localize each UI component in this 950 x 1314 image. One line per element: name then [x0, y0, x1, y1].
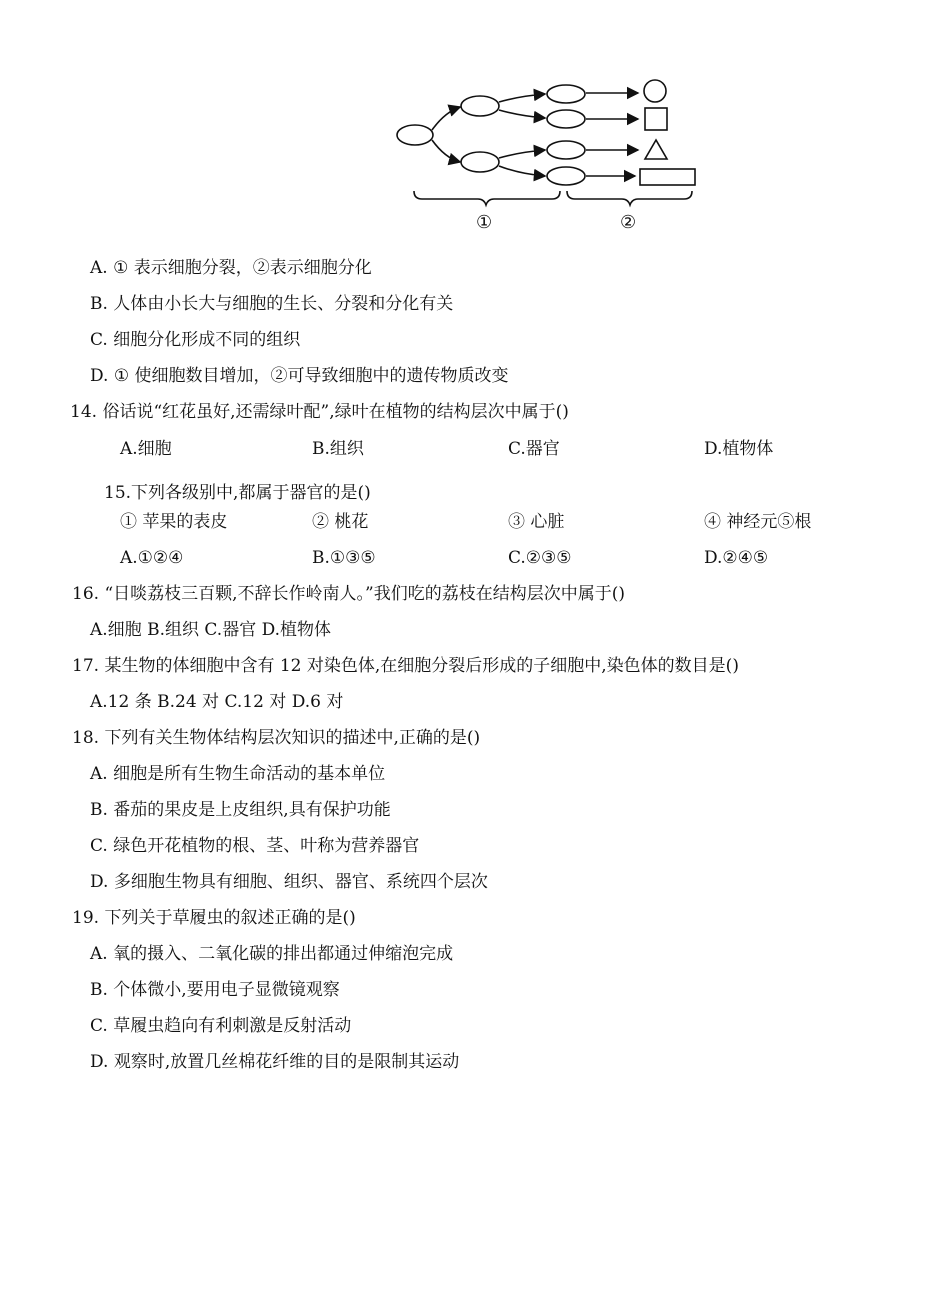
granddaughter-cell — [547, 110, 585, 128]
division-arrow — [499, 94, 545, 102]
q14-option-d: D.植物体 — [704, 439, 774, 459]
cell-diagram-svg — [390, 70, 710, 235]
cell-division-diagram — [390, 70, 710, 235]
q18-option-a: A. 细胞是所有生物生命活动的基本单位 — [90, 764, 386, 784]
q19-stem: 19. 下列关于草履虫的叙述正确的是() — [72, 908, 356, 928]
q14-stem: 14. 俗话说“红花虽好,还需绿叶配”,绿叶在植物的结构层次中属于() — [70, 402, 569, 422]
q15-option-d: D.②④⑤ — [704, 548, 769, 568]
q15-option-b: B.①③⑤ — [312, 548, 376, 568]
q18-option-d: D. 多细胞生物具有细胞、组织、器官、系统四个层次 — [90, 872, 488, 892]
parent-cell — [397, 125, 433, 145]
triangle-cell-shape — [645, 140, 667, 159]
q13-option-a: A. ① 表示细胞分裂，②表示细胞分化 — [90, 258, 372, 278]
q18-option-b: B. 番茄的果皮是上皮组织,具有保护功能 — [90, 800, 391, 820]
q16-options: A.细胞 B.组织 C.器官 D.植物体 — [90, 620, 332, 640]
circle-cell-shape — [644, 80, 666, 102]
daughter-cell — [461, 152, 499, 172]
granddaughter-cell — [547, 85, 585, 103]
division-arrow — [432, 107, 460, 130]
q19-option-a: A. 氧的摄入、二氧化碳的排出都通过伸缩泡完成 — [90, 944, 454, 964]
q19-option-b: B. 个体微小,要用电子显微镜观察 — [90, 980, 340, 1000]
q17-options: A.12 条 B.24 对 C.12 对 D.6 对 — [90, 692, 344, 712]
q15-option-a: A.①②④ — [120, 548, 184, 568]
division-arrow — [499, 166, 545, 176]
division-arrow — [499, 110, 545, 118]
q18-stem: 18. 下列有关生物体结构层次知识的描述中,正确的是() — [72, 728, 481, 748]
q15-item-3: ③ 心脏 — [508, 512, 565, 532]
q13-option-d: D. ① 使细胞数目增加，②可导致细胞中的遗传物质改变 — [90, 366, 509, 386]
q15-item-2: ② 桃花 — [312, 512, 369, 532]
q15-stem: 15.下列各级别中,都属于器官的是() — [104, 483, 371, 503]
daughter-cell — [461, 96, 499, 116]
division-arrow — [499, 150, 545, 158]
q16-stem: 16. “日啖荔枝三百颗,不辞长作岭南人。”我们吃的荔枝在结构层次中属于() — [72, 584, 625, 604]
stage-2-label: ② — [620, 212, 637, 233]
q13-option-c: C. 细胞分化形成不同的组织 — [90, 330, 301, 350]
q19-option-c: C. 草履虫趋向有利刺激是反射活动 — [90, 1016, 352, 1036]
q15-item-1: ① 苹果的表皮 — [120, 512, 228, 532]
q17-stem: 17. 某生物的体细胞中含有 12 对染色体,在细胞分裂后形成的子细胞中,染色体的数目是() — [72, 656, 739, 676]
q15-option-c: C.②③⑤ — [508, 548, 572, 568]
stage-1-label: ① — [476, 212, 493, 233]
q19-option-d: D. 观察时,放置几丝棉花纤维的目的是限制其运动 — [90, 1052, 460, 1072]
q13-option-b: B. 人体由小长大与细胞的生长、分裂和分化有关 — [90, 294, 454, 314]
q18-option-c: C. 绿色开花植物的根、茎、叶称为营养器官 — [90, 836, 420, 856]
granddaughter-cell — [547, 141, 585, 159]
division-arrow — [432, 140, 460, 162]
brace-1 — [414, 191, 560, 205]
q15-item-4: ④ 神经元⑤根 — [704, 512, 812, 532]
granddaughter-cell — [547, 167, 585, 185]
square-cell-shape — [645, 108, 667, 130]
q14-option-a: A.细胞 — [120, 439, 172, 459]
q14-option-b: B.组织 — [312, 439, 364, 459]
brace-2 — [567, 191, 692, 205]
q14-option-c: C.器官 — [508, 439, 560, 459]
rectangle-cell-shape — [640, 169, 695, 185]
